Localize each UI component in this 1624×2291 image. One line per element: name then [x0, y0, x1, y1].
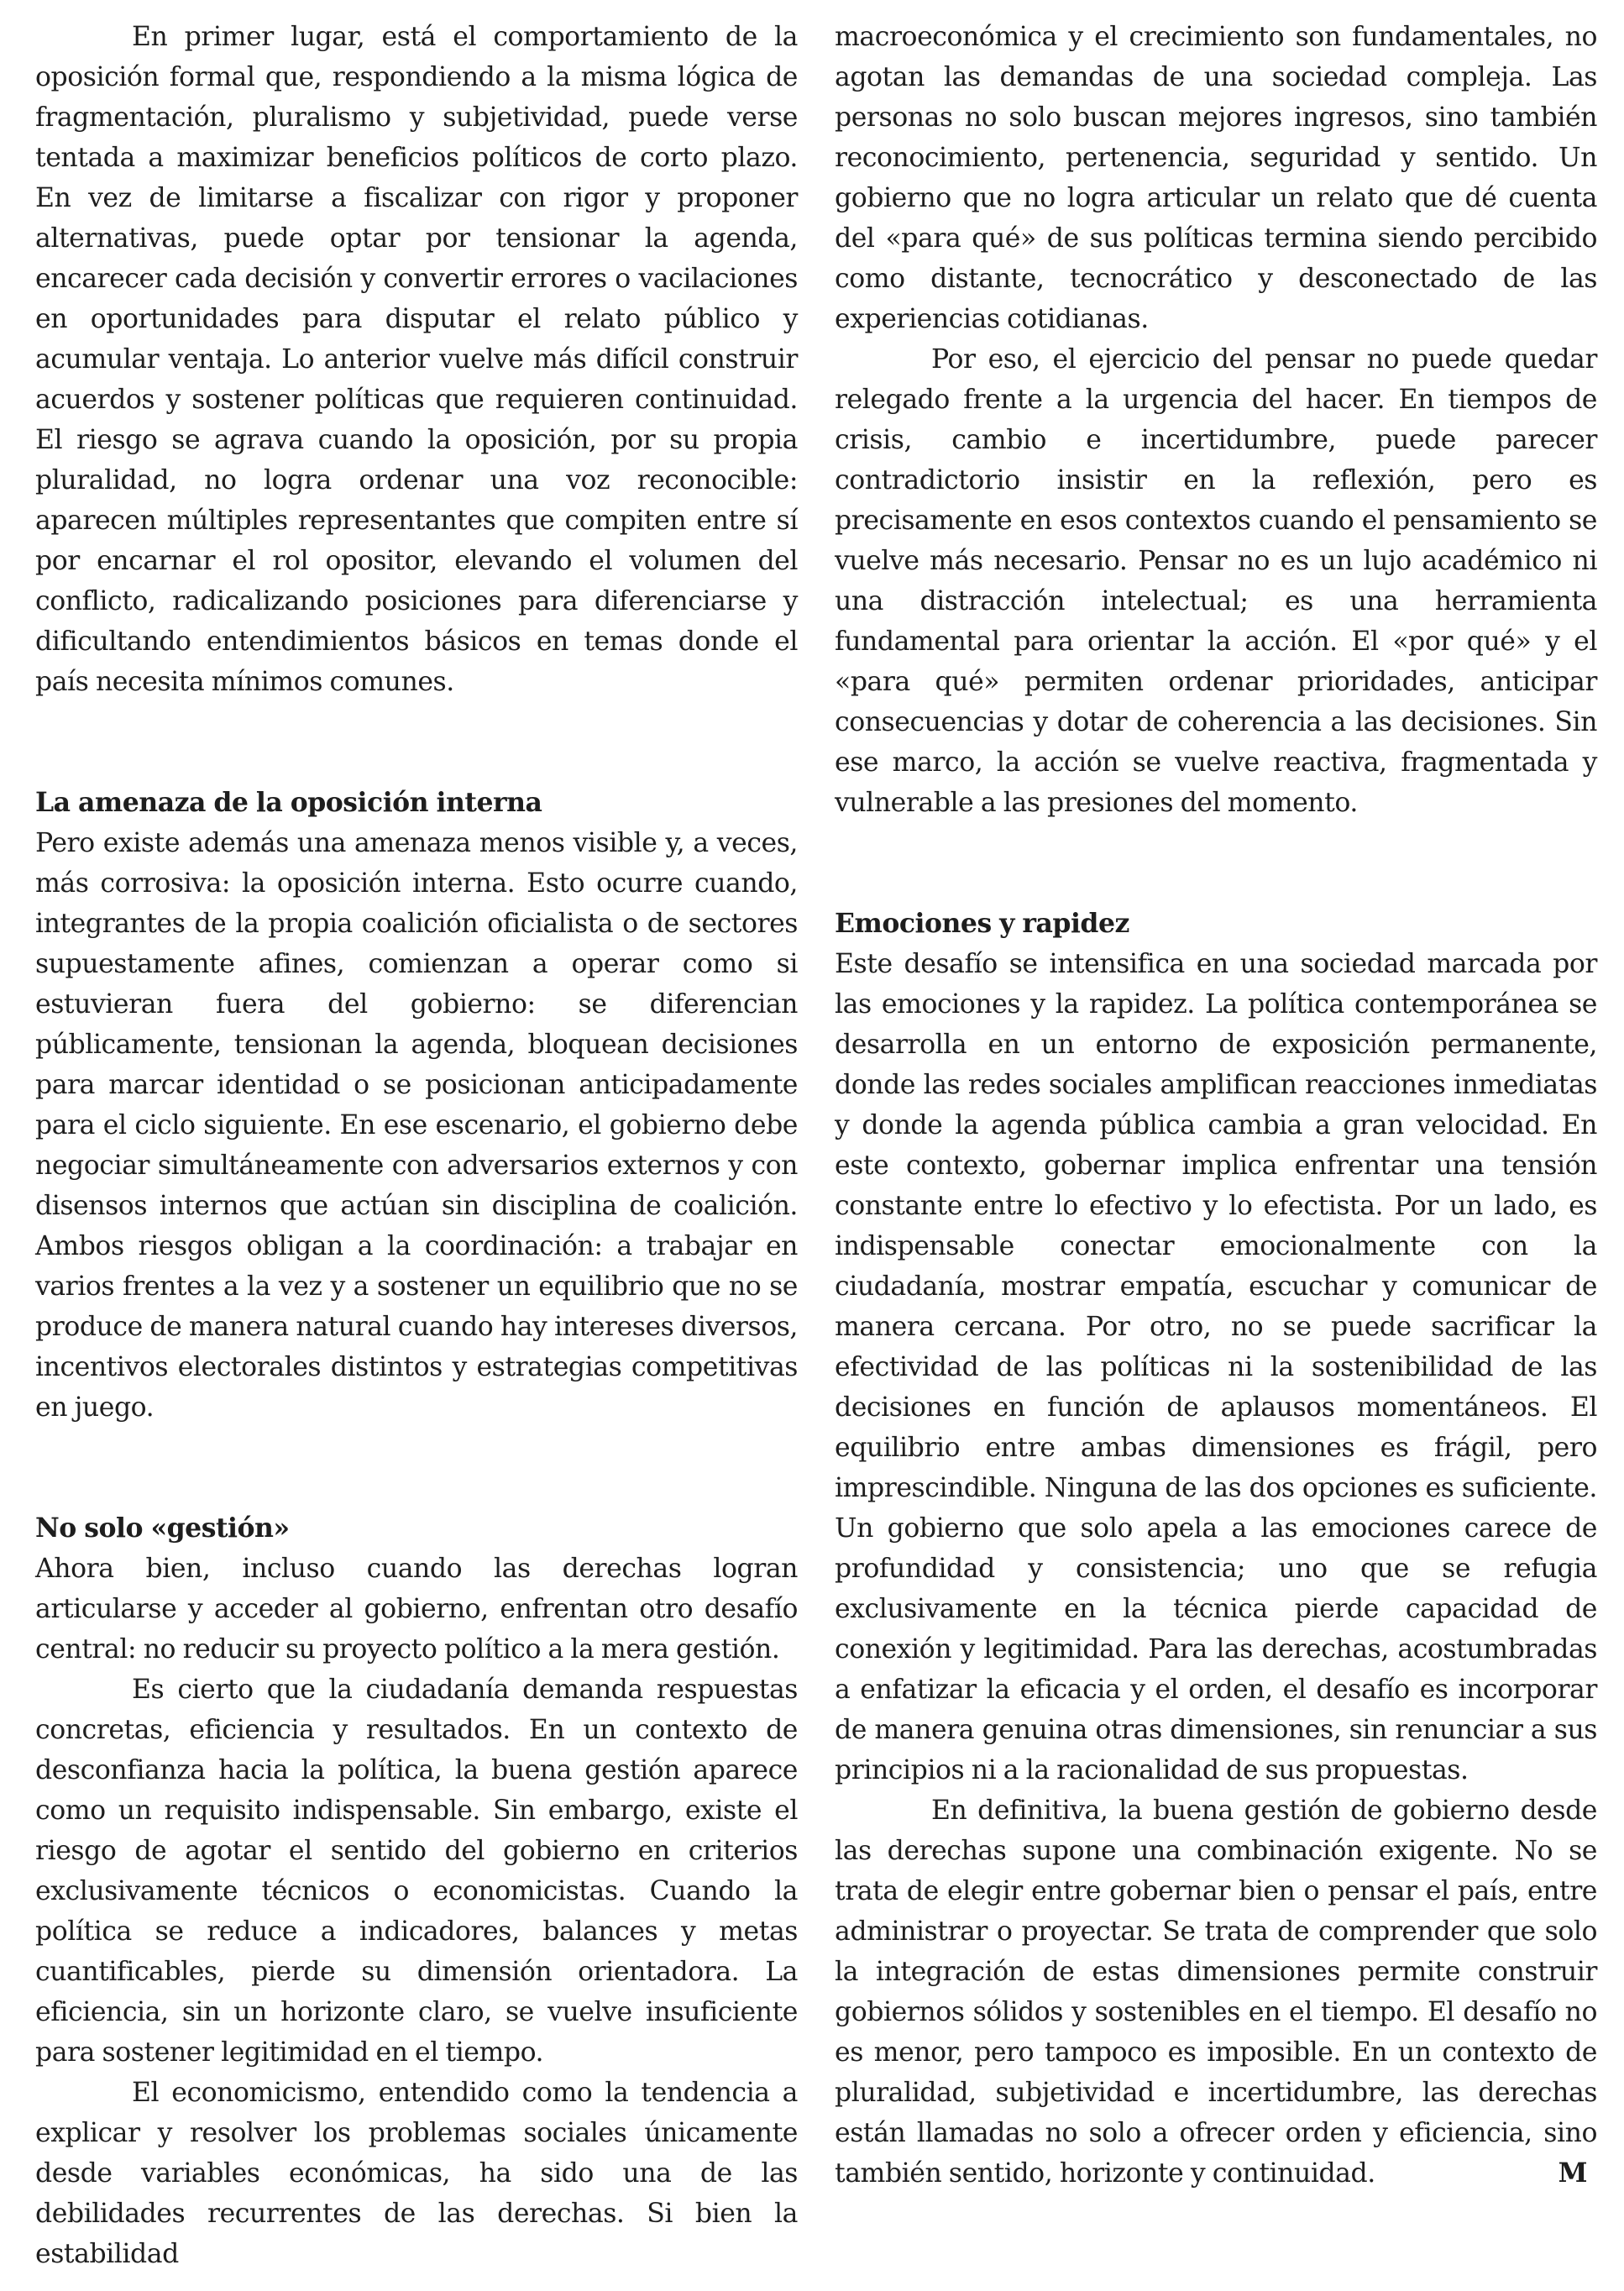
heading-emotions-speed: Emociones y rapidez: [835, 908, 1129, 939]
paragraph-formal-opposition: En primer lugar, está el comportamiento de la oposición formal que, respondiendo a la misma lógica de fragmentación, pluralismo y subjetividad, puede verse tentada a maximizar beneficios políticos de corto plazo. En vez de limitarse a fiscalizar con rigor y proponer alternativas, puede optar por tensionar la agenda, encarecer cada decisión y convertir errores o vacilaciones en oportunidades para disputar el relato público y acumular ventaja. Lo anterior vuelve más difícil construir acuerdos y sostener políticas que requieren continuidad. El riesgo se agrava cuando la oposición, por su propia pluralidad, no logra ordenar una voz reconocible: aparecen múltiples representantes que compiten entre sí por encarnar el rol opositor, elevando el volumen del conflicto, radicalizando posiciones para diferenciarse y dificultando entendimientos básicos en temas donde el país necesita mínimos comunes.: [35, 22, 798, 697]
end-of-article-mark: M: [1558, 2157, 1587, 2189]
paragraph-conclusion: [835, 1790, 1597, 2194]
heading-not-only-management: No solo «gestión»: [35, 1512, 290, 1544]
paragraph-economicism: El economicismo, entendido como la tendencia a explicar y resolver los problemas sociales únicamente desde variables económicas, ha sido una de las debilidades recurrentes de las derechas. Si bien la estabilidad: [35, 2078, 798, 2269]
paragraph-thinking: Por eso, el ejercicio del pensar no puede quedar relegado frente a la urgencia del hacer. En tiempos de crisis, cambio e incertidumbre, puede parecer contradictorio insistir en la reflexión, pero es precisamente en esos contextos cuando el pensamiento se vuelve más necesario. Pensar no es un lujo académico ni una distracción intelectual; es una herramienta fundamental para orientar la acción. El «por qué» y el «para qué» permiten ordenar prioridades, anticipar consecuencias y dotar de coherencia a las decisiones. Sin ese marco, la acción se vuelve reactiva, fragmentada y vulnerable a las presiones del momento.: [835, 344, 1597, 818]
paragraph-internal-opposition: Pero existe además una amenaza menos visible y, a veces, más corrosiva: la oposición interna. Esto ocurre cuando, integrantes de la propia coalición oficialista o de sectores supuestamente afines, comienzan a operar como si estuvieran fuera del gobierno: se diferencian públicamente, tensionan la agenda, bloquean decisiones para marcar identidad o se posicionan anticipadamente para el ciclo siguiente. En ese escenario, el gobierno debe negociar simultáneamente con adversarios externos y con disensos internos que actúan sin disciplina de coalición. Ambos riesgos obligan a la coordinación: a trabajar en varios frentes a la vez y a sostener un equilibrio que no se produce de manera natural cuando hay intereses diversos, incentivos electorales distintos y estrategias competitivas en juego.: [35, 828, 798, 1423]
paragraph-conclusion-text: En definitiva, la buena gestión de gobierno desde las derechas supone una combinación exigente. No se trata de elegir entre gobernar bien o pensar el país, entre administrar o proyectar. Se trata de comprender que solo la integración de estas dimensiones permite construir gobiernos sólidos y sostenibles en el tiempo. El desafío no es menor, pero tampoco es imposible. En un contexto de pluralidad, subjetividad e incertidumbre, las derechas están llamadas no solo a ofrecer orden y eficiencia, sino también sentido, horizonte y continuidad.: [835, 1796, 1597, 2189]
right-column: [835, 17, 1597, 2194]
paragraph-emotions: Este desafío se intensifica en una sociedad marcada por las emociones y la rapidez. La política contemporánea se desarrolla en un entorno de exposición permanente, donde las redes sociales amplifican reacciones inmediatas y donde la agenda pública cambia a gran velocidad. En este contexto, gobernar implica enfrentar una tensión constante entre lo efectivo y lo efectista. Por un lado, es indispensable conectar emocionalmente con la ciudadanía, mostrar empatía, escuchar y comunicar de manera cercana. Por otro, no se puede sacrificar la efectividad de las políticas ni la sostenibilidad de las decisiones en función de aplausos momentáneos. El equilibrio entre ambas dimensiones es frágil, pero imprescindible. Ninguna de las dos opciones es suficiente. Un gobierno que solo apela a las emociones carece de profundidad y consistencia; uno que se refugia exclusivamente en la técnica pierde capacidad de conexión y legitimidad. Para las derechas, acostumbradas a enfatizar la eficacia y el orden, el desafío es incorporar de manera genuina otras dimensiones, sin renunciar a sus principios ni a la racionalidad de sus propuestas.: [835, 949, 1597, 1785]
left-column: [35, 17, 798, 2274]
heading-internal-opposition: La amenaza de la oposición interna: [35, 787, 542, 818]
paragraph-efficiency: Es cierto que la ciudadanía demanda respuestas concretas, eficiencia y resultados. En un contexto de desconfianza hacia la política, la buena gestión aparece como un requisito indispensable. Sin embargo, existe el riesgo de agotar el sentido del gobierno en criterios exclusivamente técnicos o economicistas. Cuando la política se reduce a indicadores, balances y metas cuantificables, pierde su dimensión orientadora. La eficiencia, sin un horizonte claro, se vuelve insuficiente para sostener legitimidad en el tiempo.: [35, 1675, 798, 2068]
paragraph-management-intro: Ahora bien, incluso cuando las derechas logran articularse y acceder al gobierno, enfrentan otro desafío central: no reducir su proyecto político a la mera gestión.: [35, 1554, 798, 1665]
paragraph-macroeconomics: macroeconómica y el crecimiento son fundamentales, no agotan las demandas de una sociedad compleja. Las personas no solo buscan mejores ingresos, sino también reconocimiento, pertenencia, seguridad y sentido. Un gobierno que no logra articular un relato que dé cuenta del «para qué» de sus políticas termina siendo percibido como distante, tecnocrático y desconectado de las experiencias cotidianas.: [835, 22, 1597, 334]
